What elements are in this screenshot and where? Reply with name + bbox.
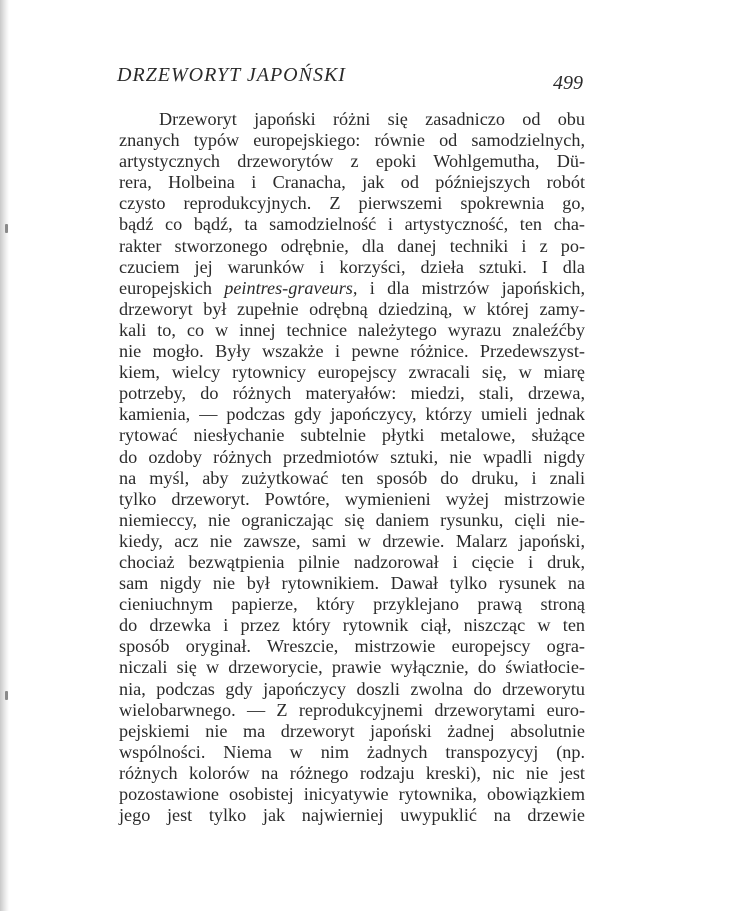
text-line (119, 531, 585, 552)
text-line (119, 594, 585, 615)
text-segment: wspólności. Niema w nim żadnych transpozycyj (np. (119, 741, 585, 762)
text-line (119, 278, 585, 299)
text-segment: do drzewka i przez który rytownik ciął, niszcząc w ten (119, 615, 585, 636)
text-line (119, 404, 585, 425)
text-segment: pozostawione osobistej inicyatywie rytownika, obowiązkiem (119, 784, 585, 804)
text-segment: chociaż bezwątpienia pilnie nadzorował i cięcie i druk, (119, 551, 585, 572)
text-segment: i dla mistrzów japońskich, (357, 277, 585, 298)
text-line (119, 109, 585, 130)
text-segment: rytować niesłychanie subtelnie płytki metalowe, służące (119, 425, 585, 446)
page-header (117, 60, 583, 96)
text-segment: cieniuchnym papierze, który przyklejano prawą stroną (119, 594, 585, 615)
text-segment: na myśl, aby zużytkować ten sposób do druku, i znali (119, 467, 585, 488)
text-segment: Drzeworyt japoński różni się zasadniczo od obu (159, 109, 585, 129)
margin-mark (5, 691, 8, 700)
text-segment: sam nigdy nie był rytownikiem. Dawał tylko rysunek na (119, 573, 585, 594)
text-line (119, 341, 585, 362)
text-segment: artystycznych drzeworytów z epoki Wohlgemutha, Dü- (119, 151, 585, 172)
text-segment: czysto reprodukcyjnych. Z pierwszemi spokrewnia go, (119, 193, 585, 214)
text-line (119, 510, 585, 531)
text-line (119, 657, 585, 678)
text-line (119, 383, 585, 404)
text-segment: pejskiemi nie ma drzeworyt japoński żadnej absolutnie (119, 720, 585, 741)
text-segment: europejskich (119, 277, 225, 298)
text-line (119, 320, 585, 341)
page-number: 499 (553, 72, 583, 94)
text-line (119, 130, 585, 151)
text-line (119, 425, 585, 446)
text-segment: kiem, wielcy rytownicy europejscy zwracali się, w miarę (119, 362, 585, 383)
text-line (119, 468, 585, 489)
text-line (119, 299, 585, 320)
text-segment: potrzeby, do różnych materyałów: miedzi, stali, drzewa, (119, 383, 585, 404)
text-segment: tylko drzeworyt. Powtóre, wymienieni wyżej mistrzowie (119, 488, 585, 509)
text-line (119, 784, 585, 805)
text-line (119, 763, 585, 784)
text-line (119, 214, 585, 235)
text-line (119, 172, 585, 193)
text-line (119, 636, 585, 657)
body-text (119, 109, 585, 826)
text-segment: niczali się w drzeworycie, prawie wyłącznie, do światłocie- (119, 657, 585, 678)
text-line (119, 615, 585, 636)
text-line (119, 362, 585, 383)
text-segment: czuciem jej warunków i korzyści, dzieła sztuki. I dla (119, 256, 585, 277)
text-segment: jego jest tylko jak najwierniej uwypuklić na drzewie (119, 805, 585, 826)
text-segment: nie mogło. Były wszakże i pewne różnice. Przedewszyst- (119, 341, 585, 362)
text-line (119, 700, 585, 721)
text-line (119, 257, 585, 278)
text-segment: sposób oryginał. Wreszcie, mistrzowie europejscy ogra- (119, 636, 585, 657)
text-line (119, 552, 585, 573)
text-line (119, 193, 585, 214)
text-segment: kali to, co w innej technice należytego wyrazu znaleźćby (119, 319, 585, 340)
page-edge-shadow (0, 0, 9, 911)
text-line (119, 573, 585, 594)
text-line (119, 236, 585, 257)
text-segment: kiedy, acz nie zawsze, sami w drzewie. Malarz japoński, (119, 530, 585, 551)
text-line (119, 447, 585, 468)
running-title: DRZEWORYT JAPOŃSKI (117, 64, 346, 86)
text-segment: do ozdoby różnych przedmiotów sztuki, nie wpadli nigdy (119, 446, 585, 467)
text-line (119, 742, 585, 763)
text-line (119, 679, 585, 700)
text-segment: bądź co bądź, ta samodzielność i artystyczność, ten cha- (119, 214, 585, 235)
text-line (119, 151, 585, 172)
text-line (119, 489, 585, 510)
text-segment: różnych kolorów na różnego rodzaju kreski), nic nie jest (119, 762, 585, 783)
text-segment: nia, podczas gdy japończycy doszli zwolna do drzeworytu (119, 678, 585, 699)
text-segment: drzeworyt był zupełnie odrębną dziedziną, w której zamy- (119, 298, 585, 319)
text-segment: znanych typów europejskiego: równie od samodzielnych, (119, 130, 585, 151)
text-segment: kamienia, — podczas gdy japończycy, którzy umieli jednak (119, 404, 585, 425)
text-segment: wielobarwnego. — Z reprodukcyjnemi drzeworytami euro- (119, 699, 585, 720)
text-line (119, 805, 585, 826)
text-segment: rakter stworzonego odrębnie, dla danej techniki i z po- (119, 235, 585, 256)
margin-mark (5, 224, 8, 233)
text-segment: rera, Holbeina i Cranacha, jak od późniejszych robót (119, 172, 585, 193)
text-line (119, 721, 585, 742)
italic-term: peintres-graveurs, (224, 277, 358, 298)
text-segment: niemieccy, nie ograniczając się daniem rysunku, cięli nie- (119, 509, 585, 530)
